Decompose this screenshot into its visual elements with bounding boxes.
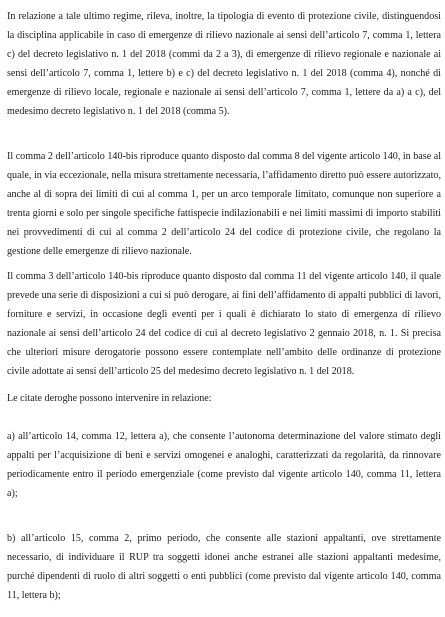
paragraph-5: a) all’articolo 14, comma 12, lettera a), che consente l’autonoma determinazione del valore stimato degli appalti per l’acquisizione di beni e servizi omogenei e analoghi, caratterizzati da regolarità, da rinnovare periodicamente entro il periodo emergenziale (come previsto dal vigente articolo 140, comma 11, lettera a); bbox=[7, 431, 441, 499]
paragraph-4: Le citate deroghe possono intervenire in relazione: bbox=[7, 393, 212, 404]
paragraph-6: b) all’articolo 15, comma 2, primo periodo, che consente alle stazioni appaltanti, ove strettamente necessario, di individuare il RUP tra soggetti idonei anche estranei alle stazioni appaltanti medesime, purché dipendenti di ruolo di altri soggetti o enti pubblici (come previsto dal vigente articolo 140, comma 11, lettera b); bbox=[7, 533, 441, 601]
paragraph-2: Il comma 2 dell’articolo 140-bis riproduce quanto disposto dal comma 8 del vigente articolo 140, in base al quale, in via eccezionale, nella misura strettamente necessaria, l’affidamento diretto può essere autorizzato, anche al di sopra dei limiti di cui al comma 1, per un arco temporale limitato, comunque non superiore a trenta giorni e solo per singole specifiche fattispecie indilazionabili e nei limiti massimi di importo stabiliti nei provvedimenti di cui al comma 2 dell’articolo 24 del codice di protezione civile, che regolano la gestione delle emergenze di rilievo nazionale. bbox=[7, 151, 441, 257]
paragraph-3: Il comma 3 dell’articolo 140-bis riproduce quanto disposto dal comma 11 del vigente articolo 140, il quale prevede una serie di disposizioni a cui si può derogare, ai fini dell’affidamento di appalti pubblici di lavori, forniture e servizi, in occasione degli eventi per i quali è dichiarato lo stato di emergenza di rilievo nazionale ai sensi dell’articolo 24 del codice di cui al decreto legislativo 2 gennaio 2018, n. 1. Si precisa che ulteriori misure derogatorie possono essere contemplate nell’ambito delle ordinanze di protezione civile adottate ai sensi dell’articolo 25 del medesimo decreto legislativo n. 1 del 2018. bbox=[7, 271, 441, 377]
paragraph-1: In relazione a tale ultimo regime, rileva, inoltre, la tipologia di evento di protezione civile, distinguendosi la disciplina applicabile in caso di emergenze di rilievo nazionale ai sensi dell’articolo 7, comma 1, lettera c) del decreto legislativo n. 1 del 2018 (commi da 2 a 3), di emergenze di rilievo regionale e nazionale ai sensi dell’articolo 7, comma 1, lettere b) e c) del decreto legislativo n. 1 del 2018 (comma 4), nonché di emergenze di rilievo locale, regionale e nazionale ai sensi dell’articolo 7, comma 1, lettere da a) a c), del medesimo decreto legislativo n. 1 del 2018 (comma 5). bbox=[7, 11, 441, 117]
